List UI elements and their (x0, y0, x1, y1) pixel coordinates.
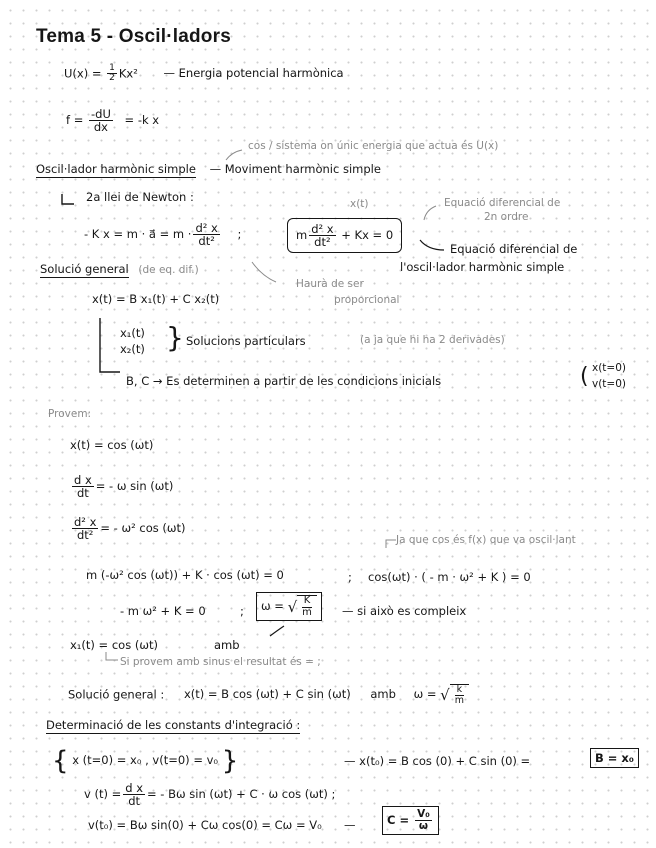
init-2: v(t=0) (592, 378, 627, 390)
conditions-brace-close: } (221, 746, 239, 776)
particular-brace: } (166, 321, 184, 354)
dx-fraction (72, 474, 94, 499)
boxed-fraction (309, 223, 335, 248)
proof-reduced-eq: - m ω² + K = 0 (120, 604, 206, 618)
dx-frac-den: dt (76, 486, 89, 501)
proof-amb: amb (214, 638, 240, 652)
force-lhs: f = (66, 113, 87, 128)
particular-note: (a ja que hi ha 2 derivades) (360, 334, 505, 346)
newton-fraction (193, 222, 219, 247)
particular-label: Solucions particulars (186, 334, 306, 348)
diff-black-note-2: l'oscil·lador harmònic simple (400, 260, 565, 274)
newton-equation (84, 222, 241, 247)
general2-eq: x(t) = B cos (ωt) + C sin (ωt) (183, 687, 351, 702)
init-1: x(t=0) (592, 362, 627, 374)
newton-semicolon: ; (237, 227, 242, 242)
general2-amb: amb (370, 687, 396, 702)
general-xt-eq: x(t) = B x₁(t) + C x₂(t) (92, 292, 220, 306)
velocity-lhs: v (t) = (84, 787, 122, 802)
boxed-diff-equation (287, 218, 402, 253)
prop-note-2: proporcional (334, 294, 400, 306)
general2-omega-num: k (456, 684, 463, 695)
general-solution-row (40, 262, 199, 276)
diff-gray-note-1: Equació diferencial de (444, 197, 561, 209)
conditions-text: x (t=0) = x₀ , v(t=0) = v₀ (72, 753, 219, 767)
omega-sqrt (288, 595, 317, 618)
sho-heading: Oscil·lador harmònic simple (36, 162, 196, 176)
force-equation (66, 108, 159, 133)
force-frac-num: -dU (91, 107, 111, 121)
general-label: Solució general (40, 262, 129, 276)
energy-lhs: U(x) = (64, 66, 106, 81)
omega-lhs: ω = (261, 599, 288, 613)
d2x-frac-num: d² x (74, 515, 97, 529)
general-label-note: (de eq. dif.) (138, 264, 199, 276)
boxed-m: m (296, 228, 308, 243)
general2-omega (413, 684, 469, 706)
d2x-frac-den: dt² (76, 528, 94, 543)
d2x-fraction (72, 516, 98, 541)
force-rhs: = -k x (124, 113, 160, 128)
velocity-rhs: = - Bω sin (ωt) + C · ω cos (ωt) ; (147, 787, 336, 802)
v0-arrow: — (344, 818, 356, 832)
C-frac-den: ω (418, 820, 429, 833)
general2-omega-den: m (454, 694, 464, 706)
sho-system-note: cos / sistema on únic energia que actua és U(x) (248, 140, 499, 152)
general2-sqrt-sign: √ (440, 685, 450, 704)
velocity-fraction (123, 782, 145, 807)
diff-gray-note-2: 2n ordre (484, 211, 529, 223)
proof-dx-eq (70, 474, 173, 499)
dx-frac-num: d x (74, 473, 92, 487)
constants-heading (46, 718, 300, 732)
proof-factor-eq: cos(ωt) · ( - m · ω² + K ) = 0 (368, 570, 531, 584)
proof-label: Provem: (48, 408, 92, 420)
B-result-box: B = x₀ (590, 748, 639, 768)
general2-row (68, 684, 469, 706)
boxed-rest: + Kx = 0 (341, 228, 394, 243)
constants-arrow-eq: — x(t₀) = B cos (0) + C sin (0) = (344, 754, 531, 768)
C-lhs: C = (387, 813, 414, 828)
x1-label: x₁(t) (120, 326, 145, 340)
sho-heading-arrow: — Moviment harmònic simple (209, 162, 381, 176)
proof-sin-note: Si provem amb sinus el resultat és = ; (120, 656, 321, 668)
force-frac-den: dx (93, 120, 108, 135)
velocity-eq (84, 782, 335, 807)
complex-note: — si això es compleix (342, 604, 467, 618)
C-result-box (382, 806, 439, 835)
newton-label: 2a llei de Newton : (86, 190, 194, 204)
omega-fraction (300, 596, 314, 618)
newton-eq-left: - K x = m · a⃗ = m · (84, 227, 192, 242)
force-fraction (89, 108, 113, 133)
C-fraction (415, 809, 432, 832)
energy-rhs: Kx² (118, 66, 138, 81)
page-title: Tema 5 - Oscil·ladors (36, 26, 231, 47)
proof-sub-semicolon: ; (348, 570, 352, 584)
conditions-brace-open: { (52, 746, 69, 776)
omega-frac-num: K (303, 595, 311, 606)
energy-note: — Energia potencial harmònica (163, 66, 344, 81)
proof-cos-note: Ja que cos és f(x) que va oscil·lant (396, 534, 576, 546)
sho-heading-row (36, 162, 381, 176)
xt-note: x(t) (350, 198, 369, 210)
constants-conditions-row (52, 748, 238, 774)
C-frac-num: V₀ (417, 808, 430, 820)
energy-frac-den: 2 (109, 73, 115, 84)
omega-box (256, 592, 322, 621)
diff-black-note-1: Equació diferencial de (450, 242, 578, 256)
boxed-frac-num: d² x (311, 222, 334, 236)
x2-label: x₂(t) (120, 342, 145, 356)
omega-frac-den: m (302, 606, 312, 618)
general2-sqrt (440, 684, 469, 706)
proof-d2x-eq (70, 516, 186, 541)
proof-x-eq: x(t) = cos (ωt) (70, 438, 154, 452)
sqrt-sign: √ (287, 597, 298, 616)
general2-omega-lhs: ω = (413, 687, 441, 702)
energy-frac-num: 1 (109, 63, 115, 73)
newton-frac-num: d² x (195, 221, 218, 235)
bc-line: B, C → Es determinen a partir de les condicions inicials (126, 374, 442, 388)
prop-note-1: Haurà de ser (296, 278, 364, 290)
proof-sub-eq: m (-ω² cos (ωt)) + K · cos (ωt) = 0 (86, 568, 284, 582)
init-brace: ( (580, 364, 589, 389)
v0-eq: v(t₀) = Bω sin(0) + Cω cos(0) = Cω = V₀ (88, 818, 322, 832)
boxed-frac-den: dt² (314, 235, 331, 250)
dx-rhs: = - ω sin (ωt) (95, 479, 174, 494)
general2-omega-fraction (453, 685, 466, 706)
velocity-frac-den: dt (128, 794, 141, 809)
d2x-rhs: = - ω² cos (ωt) (100, 521, 186, 536)
energy-equation (64, 64, 344, 84)
newton-frac-den: dt² (198, 234, 215, 249)
velocity-frac-num: d x (125, 781, 144, 795)
proof-red-semicolon: ; (240, 604, 244, 618)
proof-x1-eq: x₁(t) = cos (ωt) (70, 638, 158, 652)
energy-fraction (107, 64, 117, 84)
constants-heading-text: Determinació de les constants d'integració : (46, 718, 301, 732)
general2-label: Solució general : (68, 687, 165, 702)
